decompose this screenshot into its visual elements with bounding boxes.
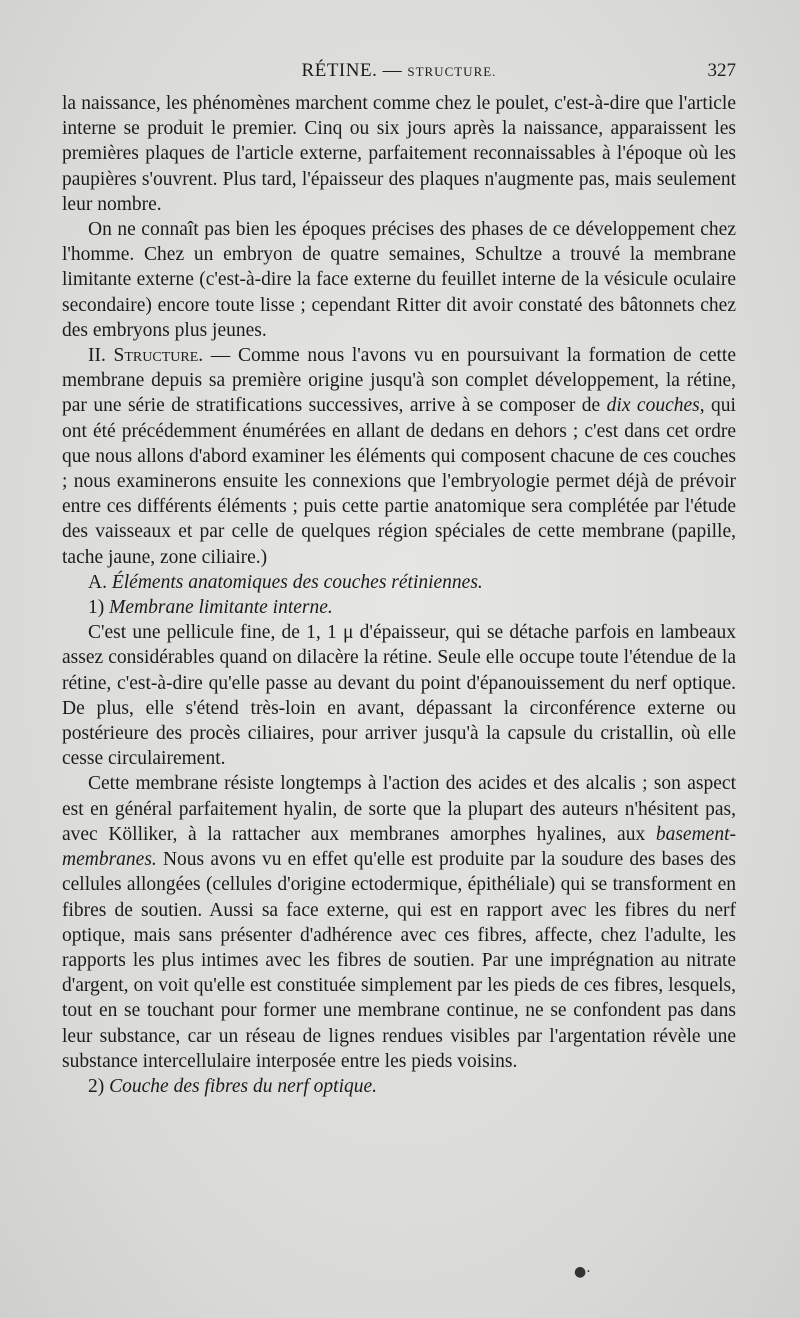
section-number: II. <box>88 345 114 367</box>
heading-2-lead: 2) <box>88 1075 110 1097</box>
heading-2 <box>62 1074 736 1099</box>
heading-1 <box>62 595 736 620</box>
paragraph-5-text-b: Nous avons vu en effet qu'elle est produite par la soudure des bases des cellules allongées (cellules d'origine ectodermique, épithéliale) qui se transforment en fibres de soutien. Aussi sa face externe, qui est en rapport avec les fibres du nerf optique, mais sans présenter d'adhérence avec ces fibres, affecte, chez l'adulte, les rapports les plus intimes avec les fibres de soutien. Par une imprégnation au nitrate d'argent, on voit qu'elle est constituée simplement par les pieds de ces fibres, lesquels, tout en se touchant pour former une membrane continue, ne se confondent pas dans leur substance, car un réseau de lignes rendues visibles par l'argentation révèle une substance intercellulaire interposée entre les pieds voisins. <box>62 849 736 1072</box>
heading-2-title: Couche des fibres du nerf optique. <box>109 1075 378 1097</box>
paragraph-1: la naissance, les phénomènes marchent comme chez le poulet, c'est-à-dire que l'article interne se produit le premier. Cinq ou six jours après la naissance, apparaissent les premières plaques de l'article externe, parfaitement reconnaissables à l'époque où les paupières s'ouvrent. Plus tard, l'épaisseur des plaques n'augmente pas, mais seulement leur nombre. <box>62 93 736 215</box>
paragraph-5 <box>62 771 736 1073</box>
paragraph-5-text-a: Cette membrane résiste longtemps à l'action des acides et des alcalis ; son aspect est en général parfaitement hyalin, de sorte que la plupart des auteurs n'hésitent pas, avec Kölliker, à la rattacher aux membranes amorphes hyalines, aux <box>62 773 736 845</box>
title-dash: — <box>377 60 408 81</box>
running-header <box>62 60 736 86</box>
body-text <box>62 91 736 1099</box>
heading-1-title: Membrane limitante interne. <box>109 597 333 619</box>
section-label: Structure. <box>113 345 204 367</box>
subsection-a-title: Éléments anatomiques des couches rétiniennes. <box>111 571 483 593</box>
subsection-a-lead: A. <box>88 571 112 593</box>
subsection-heading-a <box>62 570 736 595</box>
paragraph-3-text-b: , qui ont été précédemment énumérées en allant de dedans en dehors ; c'est dans cet ordre que nous allons d'abord examiner les éléments qui composent chacune de ces couches ; nous examinerons ensuite les connexions que l'embryologie permet déjà de prévoir entre ces différents éléments ; puis cette partie anatomique sera complétée par l'étude des vaisseaux et par celle de quelques région spéciales de cette membrane (papille, tache jaune, zone ciliaire.) <box>62 395 736 568</box>
title-main: RÉTINE. <box>301 60 378 81</box>
signature-mark: ●· <box>574 1264 591 1280</box>
paragraph-2: On ne connaît pas bien les époques précises des phases de ce développement chez l'homme. Chez un embryon de quatre semaines, Schultze a trouvé la membrane limitante externe (c'est-à-dire la face externe du feuillet interne de la vésicule oculaire secondaire) encore toute lisse ; cependant Ritter dit avoir constaté des bâtonnets chez des embryons plus jeunes. <box>62 219 736 341</box>
paragraph-4: C'est une pellicule fine, de 1, 1 μ d'épaisseur, qui se détache parfois en lambeaux assez considérables quand on dilacère la rétine. Seule elle occupe toute l'étendue de la rétine, c'est-à-dire qu'elle passe au devant du point d'épanouissement du nerf optique. De plus, elle s'étend très-loin en avant, dépassant la circonférence externe ou postérieure des procès ciliaires, pour arriver jusqu'à la capsule du cristallin, où elle cesse circulairement. <box>62 622 736 770</box>
paragraph-3-emphasis: dix couches <box>606 395 700 417</box>
paragraph-3-text-a: — Comme nous l'avons vu en poursuivant la formation de cette membrane depuis sa première origine jusqu'à son complet développement, la rétine, par une série de stratifications successives, arrive à se composer de <box>62 345 736 417</box>
running-title <box>62 60 736 82</box>
paragraph-5-emphasis: basement-membranes. <box>62 823 736 871</box>
title-sub: STRUCTURE. <box>407 64 497 79</box>
page-number: 327 <box>707 60 736 81</box>
heading-1-lead: 1) <box>88 597 110 619</box>
paragraph-3 <box>62 343 736 570</box>
